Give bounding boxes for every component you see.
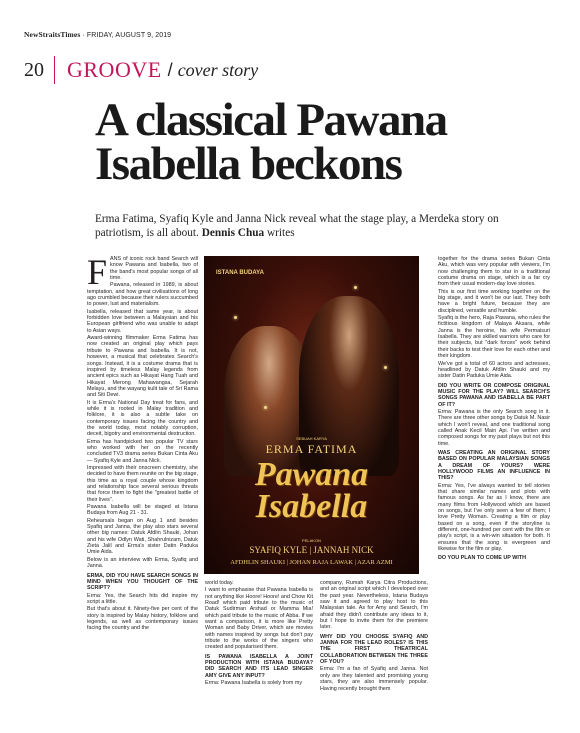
article-paragraph [87,252,198,292]
interview-answer: Erma: Yes, I've always wanted to tell stories that share similar names and plots with famous songs. As far as I know, there are many films from Hollywood which are based on songs, but I've only seen a few of them; I love Pretty Woman. Creating a film or play based on a song, even if the storyline is different, one-hundred per cent with the film or play's script, is a win-win situation for both. It ensures that the song is evergreen and likewise for the film or play. [438,482,550,553]
issue-date: · FRIDAY, AUGUST 9, 2019 [82,32,172,39]
poster-support-cast: AFDHLIN SHAUKI | JOHAN RAJA LAWAK | AZAR AZMI [230,559,393,566]
interview-question: DO YOU PLAN TO COME UP WITH [438,555,527,562]
poster-title-line-1: Pawana [254,456,369,493]
article-column-2 [205,580,313,688]
section-slash: / [167,59,173,80]
interview-question: WHY DID YOU CHOOSE SYAFIQ AND JANNA FOR THE LEAD ROLES? IS THIS THE FIRST THEATRICAL COLLABORATION BETWEEN THE THREE OF YOU? [320,633,428,666]
interview-question: DID YOU WRITE OR COMPOSE ORIGINAL MUSIC FOR THE PLAY? WILL SEARCH'S SONGS PAWANA AND ISABELLA BE PART OF IT? [438,382,550,408]
article-paragraph: Rehearsals began on Aug 1 and besides Syafiq and Janna, the play also stars several other big names: Datuk Afdlin Shauki, Johan and his wife Odlyn Wati, Shahrulnizam, Datuk Zieta Jalil and Erma's sister Datin Paduka Umie Aida. [87,517,198,556]
poster-cast-label: PELAKON [302,538,321,543]
section-header [24,55,258,85]
headline [95,94,535,190]
article-paragraph: Syafiq is the hero, Raja Pawana, who rules the fictitious kingdom of Malaya Aksara, while Janna is the heroine, his wife Permaisuri Isabella. They are skilled warriors who care for their subjects, but "dark forces" work behind their backs to test their love for each other and their kingdom. [438,315,550,360]
interview-question: IS PAWANA ISABELLA A JOINT PRODUCTION WITH ISTANA BUDAYA? DID SEARCH AND ITS LEAD SINGER AMY GIVE ANY INPUT? [205,653,313,679]
article-paragraph: Impressed with their onscreen chemistry, she decided to have them reunite on the big stage, this time as a royal couple whose kingdom and relationship face several serious threats that force them to fight the "greatest battle of their lives". [87,465,198,503]
istana-budaya-logo [216,270,264,276]
article-paragraph: Pawana Isabella will be staged at Istana Budaya from Aug 21 - 31. [87,504,198,517]
article-paragraph: We've got a total of 60 actors and actresses, headlined by Datuk Afdlin Shauki and my sister Datin Paduka Umie Aida. [438,360,550,380]
article-paragraph: Erma has handpicked two popular TV stars who worked with her on the recently concluded TV3 drama series Bukan Cinta Aku — Syafiq Kyle and Janna Nick. [87,438,198,464]
section-divider [54,56,55,84]
interview-answer: Erma: I'm a fan of Syafiq and Janna. Not only are they talented and promising young stars, they are also immensely popular. Having recently brought them [320,666,428,692]
poster-lead-cast: SYAFIQ KYLE | JANNAH NICK [249,545,374,555]
sparkle-decoration [234,316,237,319]
interview-question: ERMA, DID YOU HAVE SEARCH SONGS IN MIND WHEN YOU THOUGHT OF THE SCRIPT? [87,572,198,592]
article-column-1 [87,252,198,633]
sparkle-decoration [354,286,357,289]
article-column-4 [438,256,550,563]
interview-answer: But that's about it. Ninety-five per cent of the story is inspired by Malay history, folklore and legends, as well as contemporary issues facing the country and the [87,606,198,632]
poster-title-line-2: Isabella [255,488,368,525]
byline: Dennis Chua [201,227,265,239]
subsection-name: cover story [177,59,259,80]
article-paragraph: Pawana, released in 1989, is about temptation, and how great civilisations of long ago crumbled because their rulers succumbed to power, lust and materialism. [87,282,198,308]
interview-answer: Erma: Pawana is the only Search song in it. There are three other songs by Datuk M. Nasir which I won't reveal, and one traditional song called Anak Kecil Main Api. I've written and composed songs for my past plays but not this time. [438,408,550,447]
page-number: 20 [24,58,44,81]
sparkle-decoration [264,406,267,409]
section-name: GROOVE [67,57,162,82]
headline-line-2: Isabella beckons [95,138,402,190]
interview-answer: Erma: Yes, the Search hits did inspire my script a little. [87,592,198,605]
sparkle-decoration [384,366,387,369]
drop-cap: F [87,252,108,292]
article-paragraph: Isabella, released that same year, is about forbidden love between a Malaysian and his European girlfriend who was unable to adapt to Asian ways. [87,308,198,334]
article-column-3 [320,580,428,693]
byline-writes: writes [264,227,295,239]
interview-question: WAS CREATING AN ORIGINAL STORY BASED ON POPULAR MALAYSIAN SONGS A DREAM OF YOURS? WERE HOLLYWOOD FILMS AN INFLUENCE IN THIS? [438,449,550,482]
standfirst [95,212,515,240]
newspaper-name: NewStraitsTimes [24,30,81,39]
article-paragraph: company, Rumah Karya Citra Productions, and an original script which I developed over the past year. Nevertheless, Istana Budaya saw it and agreed to play host to this Malaysian tale. As for Amy and Search, I'm afraid they didn't contribute any ideas to it, but I hope to invite them for the premiere later. [320,580,428,631]
article-paragraph: It is Erma's National Day treat for fans, and while it is rooted in Malay tradition and folklore, it is also a subtle take on contemporary issues facing the country and the world today, most notably corruption, deceit, bigotry and environmental destruction. [87,399,198,438]
poster-director: ERMA FATIMA [265,442,358,456]
article-paragraph: together for the drama series Bukan Cinta Aku, which was very popular with viewers, I'm now challenging them to star in a traditional costume drama on stage, which is a far cry from their usual modern-day love stories. [438,256,550,288]
pawana-isabella-poster [204,256,419,574]
article-paragraph: I want to emphasise that Pawana Isabella is not anything like Hoore! Hoore! and Chow Kit Road! which paid tribute to the music of Datuk Sudirman Arshad or Mamma Mia! which paid tribute to the music of Abba. If we want a comparison, it is more like Pretty Woman and Baby Driver, which are movies with names inspired by songs but don't pay tribute to the works of the singers who created and popularised them. [205,587,313,651]
article-paragraph: world today. [205,580,234,586]
poster-presenter-label: SEBUAH KARYA [296,436,327,441]
article-paragraph: Award-winning filmmaker Erma Fatima has now created an original play which pays tribute to Pawana and Isabella. It is not, however, a musical that celebrates Search's songs. Instead, it is a costume drama that is inspired by timeless Malay legends from ancient epics such as Hikayat Hang Tuah and Hikayat Merong Mahawangsa, Sejarah Melayu, and the wayang kulit tale of Sri Rama and Siti Dewi. [87,335,198,399]
paragraph-text: ANS of iconic rock band Search will know Pawana and Isabella, two of the band's most popular songs of all time. [110,256,198,282]
logo-text: ISTANA BUDAYA [216,270,264,276]
article-paragraph: This is our first time working together on the big stage, and it won't be our last. They both have a bright future, because they are disciplined, versatile and humble. [438,288,550,314]
article-paragraph: Below is an interview with Erma, Syafiq and Janna. [87,556,198,570]
masthead [24,30,171,39]
headline-line-1: A classical Pawana [95,94,447,146]
standfirst-text: Erma Fatima, Syafiq Kyle and Janna Nick reveal what the stage play, a Merdeka story on patriotism, is all about. [95,213,499,239]
interview-answer: Erma: Pawana Isabella is solely from my [205,680,303,687]
